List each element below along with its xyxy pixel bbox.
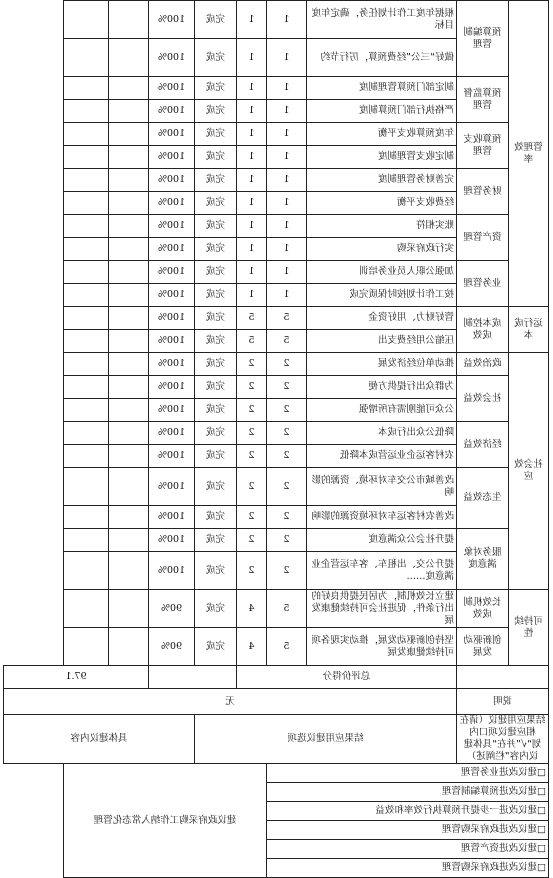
empty-cell xyxy=(64,192,109,215)
score-cell: 1 xyxy=(237,215,267,238)
score-cell: 1 xyxy=(237,192,267,215)
empty-cell xyxy=(64,169,109,192)
category-cell: 社会效应 xyxy=(509,353,549,590)
indicator-cell: 年度预算收支平衡 xyxy=(307,123,457,146)
subcategory-cell: 预算监督管理 xyxy=(457,77,509,123)
rate-cell: 100% xyxy=(149,506,195,529)
rate-cell: 100% xyxy=(149,468,195,506)
indicator-cell: 提升公交、出租车、客车运营企业满意度…… xyxy=(307,552,457,590)
rate-cell: 100% xyxy=(149,238,195,261)
indicator-cell: 压缩公用经费支出 xyxy=(307,330,457,353)
indicator-cell: 制定收支管理制度 xyxy=(307,146,457,169)
indicator-cell: 坚持创新驱动发展，推动实现各项可持续健康发展 xyxy=(307,628,457,666)
empty-cell xyxy=(64,628,109,666)
empty-cell xyxy=(64,376,109,399)
empty-cell xyxy=(64,552,109,590)
weight-cell: 1 xyxy=(267,261,307,284)
score-cell: 1 xyxy=(237,100,267,123)
weight-cell: 1 xyxy=(267,1,307,39)
rate-cell: 100% xyxy=(149,529,195,552)
empty-cell xyxy=(64,39,109,77)
empty-cell xyxy=(109,77,149,100)
weight-cell: 1 xyxy=(267,238,307,261)
evaluation-table xyxy=(3,0,549,878)
weight-cell: 5 xyxy=(267,590,307,628)
weight-cell: 5 xyxy=(267,330,307,353)
table-row xyxy=(4,77,549,100)
empty-cell xyxy=(109,39,149,77)
note-label: 说明 xyxy=(457,689,549,715)
indicator-cell: 降低公众出行成本 xyxy=(307,422,457,445)
status-cell: 完成 xyxy=(195,284,237,307)
weight-cell: 1 xyxy=(267,169,307,192)
empty-cell xyxy=(64,468,109,506)
weight-cell: 1 xyxy=(267,100,307,123)
subcategory-cell: 政治效益 xyxy=(457,353,509,376)
weight-cell: 2 xyxy=(267,422,307,445)
table-row xyxy=(4,1,549,39)
empty-cell xyxy=(109,628,149,666)
table-row xyxy=(4,376,549,399)
indicator-cell: 制定部门预算管理制度 xyxy=(307,77,457,100)
weight-cell: 2 xyxy=(267,552,307,590)
empty-cell xyxy=(109,529,149,552)
empty-cell xyxy=(109,422,149,445)
table-row xyxy=(4,628,549,666)
table-row xyxy=(4,422,549,445)
weight-cell: 1 xyxy=(267,284,307,307)
status-cell: 完成 xyxy=(195,353,237,376)
empty-cell xyxy=(109,146,149,169)
score-cell: 5 xyxy=(237,307,267,330)
table-row xyxy=(4,590,549,628)
suggestion-option-checkbox[interactable]: □建议改进政府采购管理 xyxy=(267,821,549,840)
empty-cell xyxy=(109,123,149,146)
table-row xyxy=(4,123,549,146)
rate-cell: 100% xyxy=(149,376,195,399)
table-row xyxy=(4,215,549,238)
score-cell: 2 xyxy=(237,376,267,399)
indicator-cell: 提升社会公众满意度 xyxy=(307,529,457,552)
status-cell: 完成 xyxy=(195,529,237,552)
empty-cell xyxy=(109,506,149,529)
status-cell: 完成 xyxy=(195,192,237,215)
suggestion-row xyxy=(4,764,549,783)
table-row xyxy=(4,529,549,552)
score-cell: 2 xyxy=(237,422,267,445)
rate-cell: 100% xyxy=(149,307,195,330)
weight-cell: 5 xyxy=(267,307,307,330)
score-cell: 1 xyxy=(237,1,267,39)
status-cell: 完成 xyxy=(195,445,237,468)
score-cell: 2 xyxy=(237,353,267,376)
empty-cell xyxy=(109,353,149,376)
empty-cell xyxy=(64,506,109,529)
indicator-cell: 公众可能刚需有所增强 xyxy=(307,399,457,422)
suggestion-content-header: 具体建议内容 xyxy=(4,715,195,764)
category-cell: 运行成本 xyxy=(509,307,549,353)
subcategory-cell: 长效机制成效 xyxy=(457,590,509,628)
indicator-cell: 加强公职人员业务培训 xyxy=(307,261,457,284)
indicator-cell: 做好“三公”经费预算，厉行节约 xyxy=(307,39,457,77)
indicator-cell: 完善财务管理制度 xyxy=(307,169,457,192)
status-cell: 完成 xyxy=(195,552,237,590)
subcategory-cell: 资产管理 xyxy=(457,215,509,261)
status-cell: 完成 xyxy=(195,123,237,146)
indicator-cell: 严格执行部门预算制度 xyxy=(307,100,457,123)
empty-cell xyxy=(64,100,109,123)
empty-cell xyxy=(109,445,149,468)
status-cell: 完成 xyxy=(195,468,237,506)
weight-cell: 1 xyxy=(267,123,307,146)
score-cell: 2 xyxy=(237,529,267,552)
score-cell: 4 xyxy=(237,590,267,628)
status-cell: 完成 xyxy=(195,330,237,353)
indicator-cell: 推动单位经济发展 xyxy=(307,353,457,376)
status-cell: 完成 xyxy=(195,376,237,399)
empty-cell xyxy=(109,215,149,238)
rate-cell: 100% xyxy=(149,169,195,192)
subcategory-cell: 创新驱动发展 xyxy=(457,628,509,666)
suggestion-label: 结果应用建议（请在相应建议项口内划“√”并在“具体建议内容”栏阐述） xyxy=(457,715,549,764)
rate-cell: 100% xyxy=(149,399,195,422)
indicator-cell: 经费收支平衡 xyxy=(307,192,457,215)
indicator-cell: 为群众出行提供方便 xyxy=(307,376,457,399)
category-cell: 管理效率 xyxy=(509,1,549,307)
suggestion-option-checkbox[interactable]: □建议改进政府采购管理 xyxy=(267,859,549,878)
score-cell: 5 xyxy=(237,330,267,353)
score-cell: 1 xyxy=(237,238,267,261)
empty-cell xyxy=(64,445,109,468)
table-row xyxy=(4,468,549,506)
empty-cell xyxy=(109,284,149,307)
suggestion-content: 建议政府采购工作纳入常态化管理 xyxy=(64,764,267,878)
total-score-row xyxy=(4,666,549,689)
weight-cell: 1 xyxy=(267,146,307,169)
score-cell: 1 xyxy=(237,123,267,146)
rate-cell: 100% xyxy=(149,39,195,77)
rate-cell: 100% xyxy=(149,100,195,123)
indicator-cell: 按工作计划按时保质完成 xyxy=(307,284,457,307)
empty-cell xyxy=(64,330,109,353)
score-cell: 1 xyxy=(237,39,267,77)
empty-cell xyxy=(64,590,109,628)
category-cell: 可持续性 xyxy=(509,590,549,666)
status-cell: 完成 xyxy=(195,1,237,39)
empty-cell xyxy=(64,284,109,307)
suggestion-option-checkbox[interactable]: □建议改进一步提升预算执行效率和效益 xyxy=(267,802,549,821)
empty-cell xyxy=(109,307,149,330)
table-row xyxy=(4,353,549,376)
status-cell: 完成 xyxy=(195,399,237,422)
indicator-cell: 实行政府采购 xyxy=(307,238,457,261)
status-cell: 完成 xyxy=(195,215,237,238)
subcategory-cell: 业务管理 xyxy=(457,261,509,307)
subcategory-cell: 社会效益 xyxy=(457,376,509,422)
score-cell: 2 xyxy=(237,552,267,590)
table-row xyxy=(4,169,549,192)
empty-cell xyxy=(109,192,149,215)
empty-cell xyxy=(109,169,149,192)
status-cell: 完成 xyxy=(195,307,237,330)
empty-cell xyxy=(64,529,109,552)
subcategory-cell: 财务管理 xyxy=(457,169,509,215)
empty-cell xyxy=(109,552,149,590)
subcategory-cell: 经济效益 xyxy=(457,422,509,468)
empty-cell xyxy=(109,399,149,422)
empty-cell xyxy=(64,422,109,445)
empty-cell xyxy=(109,376,149,399)
empty-cell xyxy=(64,261,109,284)
rate-cell: 100% xyxy=(149,353,195,376)
weight-cell: 1 xyxy=(267,77,307,100)
indicator-cell: 农村客运企业运营成本降低 xyxy=(307,445,457,468)
indicator-cell: 改善城市公交车对环境、资源的影响 xyxy=(307,468,457,506)
empty-cell xyxy=(64,238,109,261)
suggestion-option-checkbox[interactable]: □建议改进资产管理 xyxy=(267,840,549,859)
rate-cell: 100% xyxy=(149,261,195,284)
empty-cell xyxy=(109,1,149,39)
weight-cell: 2 xyxy=(267,376,307,399)
status-cell: 完成 xyxy=(195,146,237,169)
weight-cell: 1 xyxy=(267,215,307,238)
empty-cell xyxy=(64,215,109,238)
score-cell: 1 xyxy=(237,77,267,100)
empty-cell xyxy=(109,238,149,261)
suggestion-option-checkbox[interactable]: □建议改进业务管理 xyxy=(267,764,549,783)
rate-cell: 100% xyxy=(149,77,195,100)
score-cell: 2 xyxy=(237,468,267,506)
rate-cell: 100% xyxy=(149,552,195,590)
rate-cell: 100% xyxy=(149,1,195,39)
weight-cell: 2 xyxy=(267,353,307,376)
subcategory-cell: 服务对象满意度 xyxy=(457,529,509,590)
empty-cell xyxy=(109,261,149,284)
rate-cell: 90% xyxy=(149,590,195,628)
empty-cell xyxy=(64,146,109,169)
suggestion-options-header: 结果应用建议选项 xyxy=(195,715,457,764)
indicator-cell: 改善农村客运车对环境资源的影响 xyxy=(307,506,457,529)
note-row xyxy=(4,689,549,715)
total-score-value: 97.1 xyxy=(4,666,149,689)
weight-cell: 1 xyxy=(267,192,307,215)
note-value: 无 xyxy=(4,689,457,715)
status-cell: 完成 xyxy=(195,590,237,628)
score-cell: 2 xyxy=(237,445,267,468)
weight-cell: 5 xyxy=(267,628,307,666)
indicator-cell: 建立长效机制，为居民提供良好的出行条件，促进社会可持续健康发展 xyxy=(307,590,457,628)
rate-cell: 100% xyxy=(149,123,195,146)
table-row xyxy=(4,307,549,330)
indicator-cell: 管好财力、用好资金 xyxy=(307,307,457,330)
empty-cell xyxy=(109,590,149,628)
indicator-cell: 账实相符 xyxy=(307,215,457,238)
empty-cell xyxy=(109,100,149,123)
empty-cell xyxy=(64,1,109,39)
weight-cell: 2 xyxy=(267,445,307,468)
rate-cell: 100% xyxy=(149,192,195,215)
subcategory-cell: 预算收支管理 xyxy=(457,123,509,169)
score-cell: 1 xyxy=(237,261,267,284)
status-cell: 完成 xyxy=(195,100,237,123)
status-cell: 完成 xyxy=(195,238,237,261)
suggestion-header-row xyxy=(4,715,549,764)
rate-cell: 100% xyxy=(149,215,195,238)
empty-cell xyxy=(64,353,109,376)
weight-cell: 2 xyxy=(267,529,307,552)
rate-cell: 100% xyxy=(149,445,195,468)
status-cell: 完成 xyxy=(195,77,237,100)
weight-cell: 2 xyxy=(267,506,307,529)
rate-cell: 90% xyxy=(149,628,195,666)
empty-cell xyxy=(109,330,149,353)
empty-cell xyxy=(64,77,109,100)
rate-cell: 100% xyxy=(149,422,195,445)
rate-cell: 100% xyxy=(149,146,195,169)
weight-cell: 2 xyxy=(267,468,307,506)
total-score-label: 总评价得分 xyxy=(237,666,457,689)
status-cell: 完成 xyxy=(195,506,237,529)
score-cell: 1 xyxy=(237,146,267,169)
table-row xyxy=(4,261,549,284)
empty-cell xyxy=(64,307,109,330)
status-cell: 完成 xyxy=(195,261,237,284)
score-cell: 1 xyxy=(237,169,267,192)
weight-cell: 2 xyxy=(267,399,307,422)
empty-cell xyxy=(109,468,149,506)
weight-cell: 1 xyxy=(267,39,307,77)
rate-cell: 100% xyxy=(149,330,195,353)
indicator-cell: 根据年度工作计划任务，确定年度目标 xyxy=(307,1,457,39)
rate-cell: 100% xyxy=(149,284,195,307)
score-cell: 2 xyxy=(237,399,267,422)
score-cell: 4 xyxy=(237,628,267,666)
empty-cell xyxy=(64,399,109,422)
empty-cell xyxy=(64,123,109,146)
status-cell: 完成 xyxy=(195,39,237,77)
subcategory-cell: 预算编制管理 xyxy=(457,1,509,77)
status-cell: 完成 xyxy=(195,628,237,666)
score-cell: 2 xyxy=(237,506,267,529)
score-cell: 1 xyxy=(237,284,267,307)
subcategory-cell: 生态效益 xyxy=(457,468,509,529)
status-cell: 完成 xyxy=(195,422,237,445)
suggestion-option-checkbox[interactable]: □建议改进预算编制管理 xyxy=(267,783,549,802)
status-cell: 完成 xyxy=(195,169,237,192)
subcategory-cell: 成本控制成效 xyxy=(457,307,509,353)
